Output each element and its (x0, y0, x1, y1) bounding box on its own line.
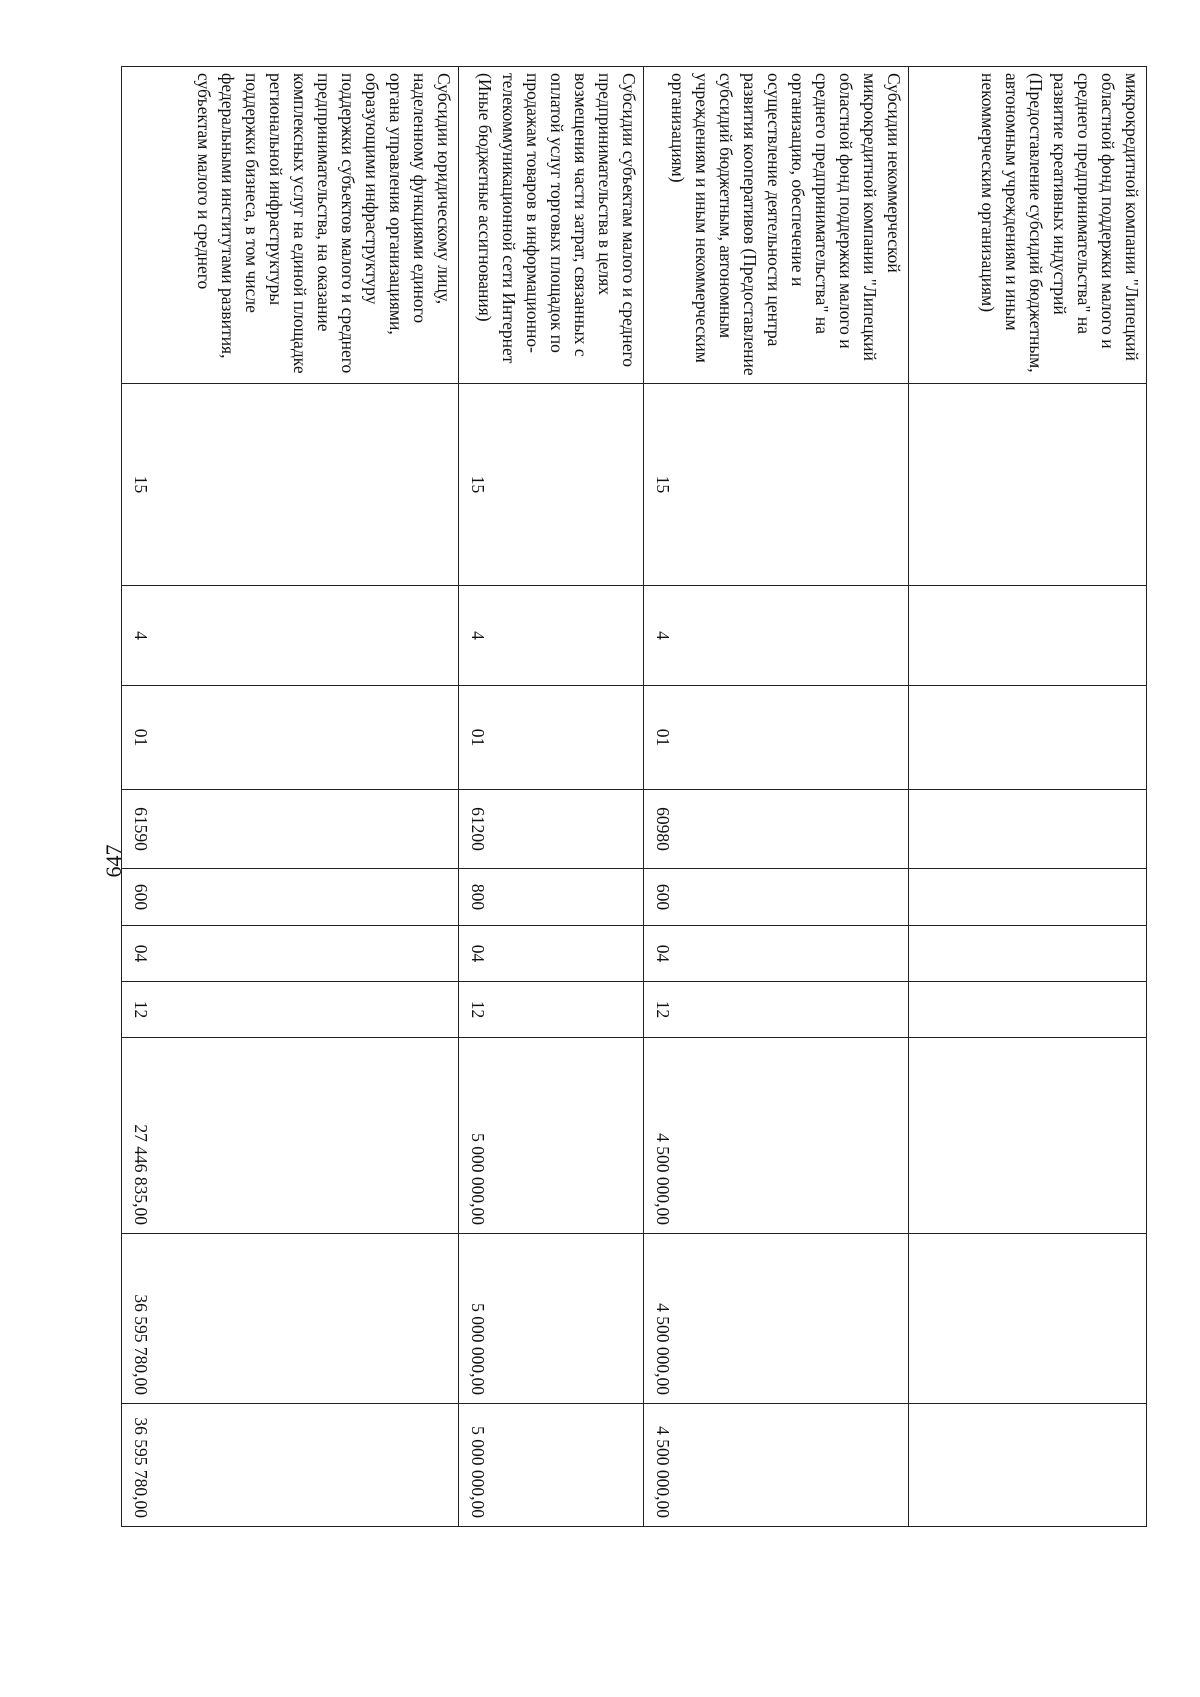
section-code: 04 (122, 926, 459, 982)
table-row (122, 67, 459, 1527)
program-code (909, 384, 1147, 586)
expense-type-code (909, 869, 1147, 926)
direction-code: 61590 (122, 790, 459, 869)
subsection-code: 12 (122, 982, 459, 1038)
amount-year-2: 5 000 000,00 (459, 1234, 644, 1404)
main-activity-code: 01 (644, 686, 909, 790)
subsection-code: 12 (459, 982, 644, 1038)
amount-year-1: 4 500 000,00 (644, 1038, 909, 1234)
subsection-code: 12 (644, 982, 909, 1038)
amount-year-1: 27 446 835,00 (122, 1038, 459, 1234)
row-description: микрокредитной компании "Липецкий областной фонд поддержки малого и среднего предпринимательства" на развитие креативных индустрий (Предоставление субсидий бюджетным, автономным учреждениям и иным некоммерческим организациям) (909, 67, 1147, 384)
section-code (909, 926, 1147, 982)
main-activity-code: 01 (122, 686, 459, 790)
amount-year-3: 36 595 780,00 (122, 1404, 459, 1527)
row-description: Субсидии субъектам малого и среднего предпринимательства в целях возмещения части затрат, связанных с оплатой услуг торговых площадок по продажам товаров в информационно-телекоммуникационной сети Интернет (Иные бюджетные ассигнования) (459, 67, 644, 384)
subprogram-code: 4 (459, 586, 644, 686)
table-row (909, 67, 1147, 1527)
amount-year-3: 4 500 000,00 (644, 1404, 909, 1527)
amount-year-2: 4 500 000,00 (644, 1234, 909, 1404)
subprogram-code: 4 (644, 586, 909, 686)
amount-year-2 (909, 1234, 1147, 1404)
main-activity-code (909, 686, 1147, 790)
amount-year-3: 5 000 000,00 (459, 1404, 644, 1527)
program-code: 15 (122, 384, 459, 586)
subsection-code (909, 982, 1147, 1038)
direction-code: 61200 (459, 790, 644, 869)
row-description: Субсидии юридическому лицу, наделенному функциями единого органа управления организациями, образующими инфраструктуру поддержки субъектов малого и среднего предпринимательства, на оказание комплексных услуг на единой площадке региональной инфраструктуры поддержки бизнеса, в том числе федеральными институтами развития, субъектам малого и среднего (122, 67, 459, 384)
amount-year-1 (909, 1038, 1147, 1234)
subprogram-code: 4 (122, 586, 459, 686)
rotated-table-container (122, 66, 1147, 1526)
program-code: 15 (459, 384, 644, 586)
amount-year-1: 5 000 000,00 (459, 1038, 644, 1234)
subprogram-code (909, 586, 1147, 686)
main-activity-code: 01 (459, 686, 644, 790)
page-number: 647 (101, 844, 126, 878)
budget-table (121, 66, 1147, 1527)
table-row (459, 67, 644, 1527)
row-description: Субсидии некоммерческой микрокредитной компании "Липецкий областной фонд поддержки малого и среднего предпринимательства" на организацию, обеспечение и осуществление деятельности центра развития кооперативов (Предоставление субсидий бюджетным, автономным учреждениям и иным некоммерческим организациям) (644, 67, 909, 384)
direction-code (909, 790, 1147, 869)
expense-type-code: 600 (644, 869, 909, 926)
direction-code: 60980 (644, 790, 909, 869)
section-code: 04 (459, 926, 644, 982)
expense-type-code: 600 (122, 869, 459, 926)
amount-year-3 (909, 1404, 1147, 1527)
amount-year-2: 36 595 780,00 (122, 1234, 459, 1404)
program-code: 15 (644, 384, 909, 586)
table-row (644, 67, 909, 1527)
section-code: 04 (644, 926, 909, 982)
expense-type-code: 800 (459, 869, 644, 926)
